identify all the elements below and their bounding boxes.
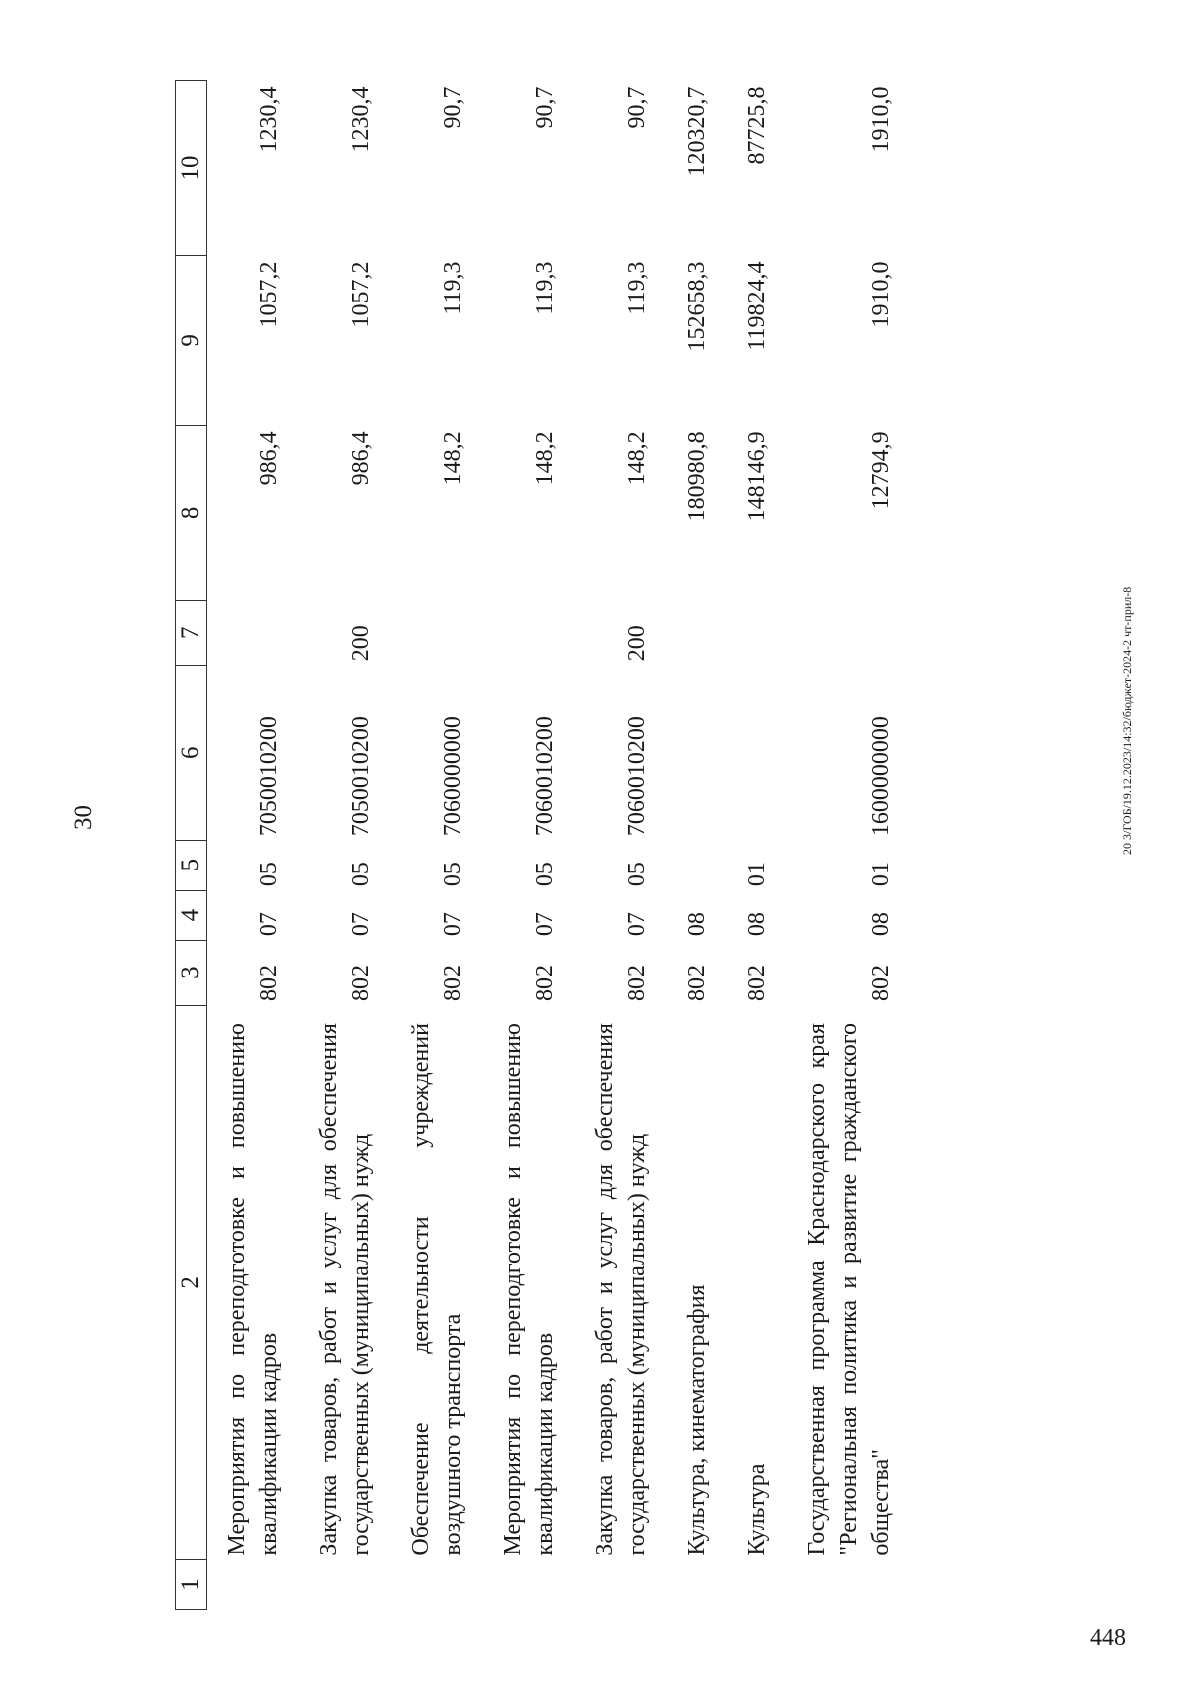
cell-amount-2026: 1230,4 <box>256 86 282 153</box>
cell-name: Закупка товаров, работ и услуг для обеспечения государственных (муниципальных) нужд <box>316 1023 374 1556</box>
cell-amount-2026: 90,7 <box>440 86 466 129</box>
cell-target: 7060010200 <box>624 716 650 837</box>
cell-name: Закупка товаров, работ и услуг для обеспечения государственных (муниципальных) нужд <box>592 1023 650 1556</box>
table-row <box>667 81 727 1610</box>
cell-amount-2026: 87725,8 <box>744 86 770 165</box>
cell-amount-2025: 119,3 <box>624 261 650 315</box>
table-row <box>787 81 911 1610</box>
cell-section: 07 <box>256 912 282 937</box>
cell-amount-2024: 986,4 <box>348 431 374 486</box>
cell-subsection: 01 <box>744 862 770 887</box>
cell-name: Обеспечение деятельности учреждений воздушного транспорта <box>408 1023 466 1556</box>
cell-amount-2026: 1910,0 <box>868 86 894 153</box>
cell-subsection: 05 <box>624 862 650 887</box>
cell-name: Культура, кинематография <box>684 1284 710 1556</box>
col-header-3: 3 <box>176 940 207 1005</box>
cell-num <box>667 1560 727 1610</box>
cell-amount-2025: 119,3 <box>440 261 466 315</box>
cell-num <box>207 1560 300 1610</box>
cell-amount-2025: 1910,0 <box>868 261 894 328</box>
col-header-7: 7 <box>176 600 207 665</box>
cell-amount-2025: 119,3 <box>532 261 558 315</box>
col-header-2: 2 <box>176 1005 207 1560</box>
cell-section: 08 <box>868 912 894 937</box>
cell-name: Мероприятия по переподготовке и повышению квалификации кадров <box>224 1023 282 1556</box>
cell-target <box>727 665 787 840</box>
cell-amount-2026: 90,7 <box>624 86 650 129</box>
cell-amount-2024: 148,2 <box>624 431 650 486</box>
table-row <box>727 81 787 1610</box>
header-row <box>176 81 207 1610</box>
rotated-table-area <box>175 80 1055 1610</box>
cell-amount-2026: 1230,4 <box>348 86 374 153</box>
cell-subsection <box>667 840 727 890</box>
col-header-4: 4 <box>176 890 207 940</box>
cell-num <box>391 1560 483 1610</box>
cell-amount-2025: 1057,2 <box>348 261 374 328</box>
cell-amount-2024: 12794,9 <box>868 431 894 510</box>
cell-amount-2024: 986,4 <box>256 431 282 486</box>
cell-ministry: 802 <box>624 965 650 1002</box>
cell-section: 07 <box>624 912 650 937</box>
cell-amount-2025: 119824,4 <box>744 261 770 351</box>
cell-num <box>727 1560 787 1610</box>
cell-target: 1600000000 <box>868 716 894 837</box>
cell-section: 08 <box>684 912 710 937</box>
cell-expense-type <box>207 600 300 665</box>
cell-num <box>483 1560 575 1610</box>
cell-name: Культура <box>744 1463 770 1556</box>
cell-section: 07 <box>440 912 466 937</box>
budget-table <box>175 80 911 1610</box>
cell-amount-2025: 152658,3 <box>684 261 710 352</box>
cell-ministry: 802 <box>348 965 374 1002</box>
document-code: 20 3/ГОБ/19.12.2023/14:32/бюджет-2024-2 чт-прил-8 <box>1120 586 1134 855</box>
col-header-6: 6 <box>176 665 207 840</box>
cell-name: Мероприятия по переподготовке и повышению квалификации кадров <box>500 1023 558 1556</box>
cell-section: 07 <box>348 912 374 937</box>
cell-num <box>787 1560 911 1610</box>
cell-target: 7050010200 <box>256 716 282 837</box>
cell-target: 7050010200 <box>348 716 374 837</box>
cell-amount-2026: 120320,7 <box>684 86 710 177</box>
cell-expense-type: 200 <box>624 625 650 662</box>
cell-target: 7060010200 <box>532 716 558 837</box>
cell-section: 07 <box>532 912 558 937</box>
cell-amount-2024: 148,2 <box>440 431 466 486</box>
cell-name: Государственная программа Краснодарского края "Региональная политика и развитие гражданского общества" <box>804 1023 894 1556</box>
cell-subsection: 05 <box>532 862 558 887</box>
cell-amount-2024: 148,2 <box>532 431 558 486</box>
cell-subsection: 05 <box>348 862 374 887</box>
table-row <box>483 81 575 1610</box>
cell-expense-type <box>727 600 787 665</box>
page-number: 30 <box>70 805 97 830</box>
cell-target: 7060000000 <box>440 716 466 837</box>
cell-ministry: 802 <box>256 965 282 1002</box>
col-header-10: 10 <box>176 81 207 256</box>
cell-amount-2025: 1057,2 <box>256 261 282 328</box>
col-header-1: 1 <box>176 1560 207 1610</box>
cell-subsection: 01 <box>868 862 894 887</box>
cell-amount-2026: 90,7 <box>532 86 558 129</box>
cell-expense-type <box>391 600 483 665</box>
table-row <box>207 81 300 1610</box>
cell-ministry: 802 <box>532 965 558 1002</box>
cell-section: 08 <box>744 912 770 937</box>
cell-target <box>667 665 727 840</box>
cell-num <box>575 1560 667 1610</box>
col-header-9: 9 <box>176 255 207 425</box>
cell-expense-type <box>787 600 911 665</box>
sheet-number: 448 <box>1090 1625 1126 1651</box>
table-row <box>575 81 667 1610</box>
cell-expense-type: 200 <box>348 625 374 662</box>
cell-ministry: 802 <box>684 965 710 1002</box>
cell-expense-type <box>483 600 575 665</box>
cell-subsection: 05 <box>256 862 282 887</box>
cell-amount-2024: 180980,8 <box>684 431 710 522</box>
cell-subsection: 05 <box>440 862 466 887</box>
col-header-8: 8 <box>176 425 207 600</box>
table-row <box>391 81 483 1610</box>
table-row <box>299 81 391 1610</box>
cell-amount-2024: 148146,9 <box>744 431 770 522</box>
cell-ministry: 802 <box>440 965 466 1002</box>
cell-ministry: 802 <box>744 965 770 1002</box>
cell-expense-type <box>667 600 727 665</box>
cell-ministry: 802 <box>868 965 894 1002</box>
cell-num <box>299 1560 391 1610</box>
col-header-5: 5 <box>176 840 207 890</box>
